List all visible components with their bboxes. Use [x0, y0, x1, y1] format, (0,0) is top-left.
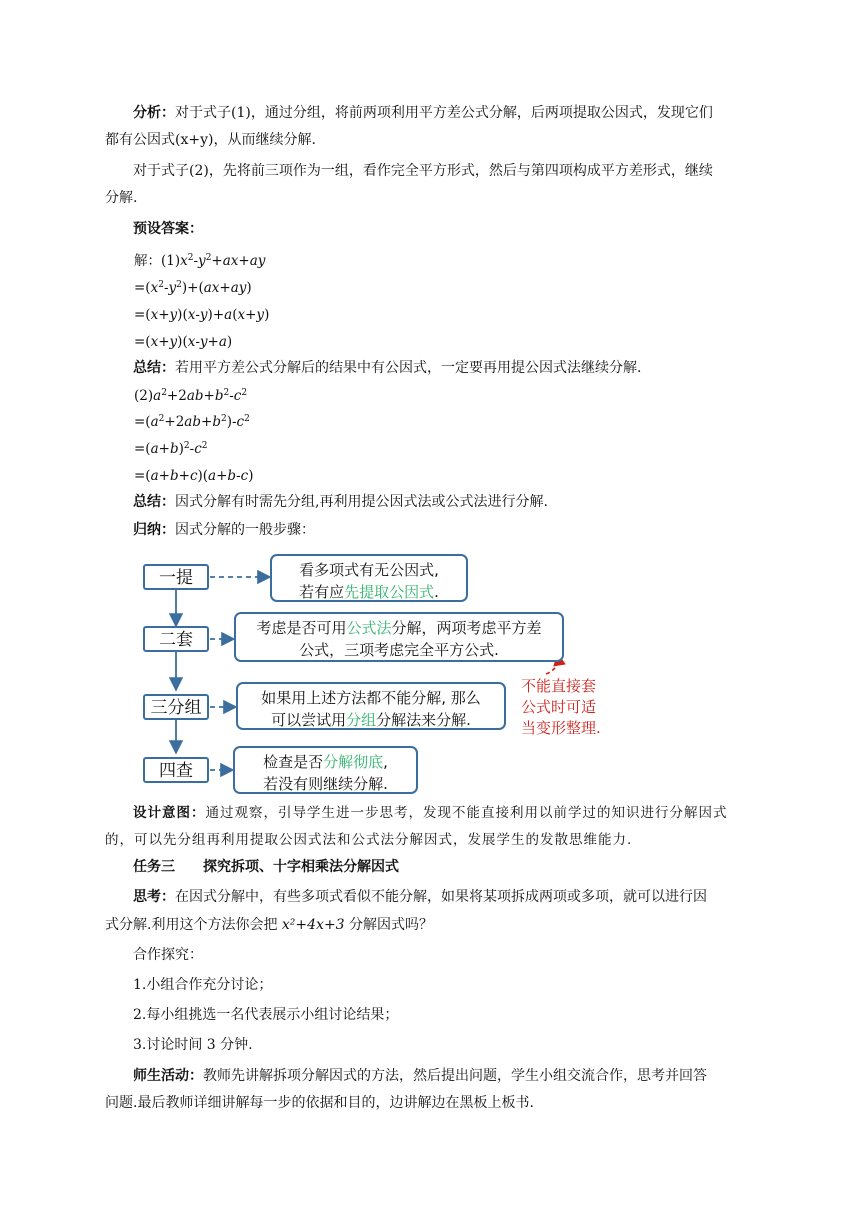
think-paragraph	[105, 884, 760, 911]
step-desc-2-line-a	[242, 617, 556, 639]
solution1-line-1: 解：$(1)x^2-y^2+ax+ay$	[134, 253, 266, 269]
induction-label: 归纳：	[133, 522, 175, 538]
solution2-line-3: $=(a+b)^2-c^2$	[134, 441, 208, 457]
activity-text-a: 教师先讲解拆项分解因式的方法，然后提出问题，学生小组交流合作，思考并回答	[203, 1068, 707, 1084]
step-desc-1	[270, 554, 468, 602]
factorization-flowchart	[128, 548, 628, 798]
coop-item-1: 1.小组合作充分讨论；	[133, 977, 273, 993]
step-desc-2-line-b: 公式，三项考虑完全平方公式.	[299, 641, 499, 659]
think-expression: x²+4x+3	[281, 917, 345, 933]
intent-label: 设计意图：	[133, 805, 206, 821]
solution1-line-2: $=(x^2-y^2)+(ax+ay)$	[134, 280, 252, 296]
analysis-paragraph	[105, 100, 760, 127]
coop-item-3: 3.讨论时间 3 分钟.	[133, 1037, 253, 1053]
step-desc-1-post: .	[434, 583, 439, 601]
activity-paragraph	[105, 1063, 760, 1090]
step-desc-3-line-b	[244, 709, 498, 731]
task3-title: 探究拆项、十字相乘法分解因式	[203, 859, 399, 875]
analysis-text-2a: 对于式子(2)，先将前三项作为一组，看作完全平方形式，然后与第四项构成平方差形式，继续	[133, 163, 713, 179]
step-box-2: 二套	[143, 626, 209, 652]
task3-label: 任务三	[133, 859, 175, 875]
think-text-b-post: 分解因式吗？	[344, 917, 434, 933]
coop-title: 合作探究：	[133, 947, 203, 963]
note-line-2: 公式时可适	[521, 698, 597, 716]
step-desc-2	[234, 612, 564, 662]
summary2-label: 总结：	[133, 494, 175, 510]
think-text-b-pre: 式分解.利用这个方法你会把	[105, 917, 282, 933]
step-desc-2-pre: 考虑是否可用	[256, 619, 347, 637]
note-line-3: 当变形整理.	[521, 719, 601, 737]
solution1-line-4: =(x+y)(x-y+a)	[134, 334, 233, 350]
step-desc-4-line-b: 若没有则继续分解.	[263, 775, 388, 793]
summary2	[105, 489, 760, 516]
step-desc-1-pre: 若有应	[299, 583, 345, 601]
analysis-text-2b: 分解.	[105, 190, 138, 206]
step-desc-1-highlight: 先提取公因式	[344, 583, 435, 601]
step-desc-1-line-b	[278, 581, 460, 603]
induction	[105, 517, 760, 544]
answer-label: 预设答案：	[133, 221, 203, 237]
step-desc-3-post: 分解法来分解.	[376, 711, 471, 729]
intent-paragraph	[105, 800, 760, 827]
intent-text-a: 通过观察，引导学生进一步思考，发现不能直接利用以前学过的知识进行分解因式	[205, 805, 728, 821]
step-desc-4-pre: 检查是否	[263, 753, 324, 771]
step-desc-4-highlight: 分解彻底	[323, 753, 384, 771]
analysis-text-1a: 对于式子(1)，通过分组，将前两项利用平方差公式分解，后两项提取公因式，发现它们	[175, 105, 713, 121]
analysis-text-1b: 都有公因式(x+y)，从而继续分解.	[105, 132, 316, 148]
solution1-line-3: =(x+y)(x-y)+a(x+y)	[134, 307, 270, 323]
flowchart-note	[521, 676, 601, 739]
think-text-a: 在因式分解中，有些多项式看似不能分解，如果将某项拆成两项或多项，就可以进行因	[175, 889, 707, 905]
analysis-label: 分析：	[133, 105, 175, 121]
step-desc-2-highlight: 公式法	[346, 619, 392, 637]
solution2-line-1: $(2)a^2+2ab+b^2-c^2$	[134, 388, 248, 404]
summary2-text: 因式分解有时需先分组,再利用提公因式法或公式法进行分解.	[175, 494, 548, 510]
step-box-3: 三分组	[143, 694, 209, 720]
solution2-line-4: =(a+b+c)(a+b-c)	[134, 468, 254, 484]
step-desc-3-highlight: 分组	[346, 711, 377, 729]
induction-text: 因式分解的一般步骤：	[175, 522, 315, 538]
step-desc-4-line-a	[241, 751, 410, 773]
step-desc-3	[236, 682, 506, 730]
step-desc-1-line-a: 看多项式有无公因式,	[299, 561, 439, 579]
think-text-b	[105, 912, 760, 939]
summary1-text: 若用平方差公式分解后的结果中有公因式，一定要再用提公因式法继续分解.	[175, 360, 642, 376]
coop-item-2: 2.每小组挑选一名代表展示小组讨论结果；	[133, 1007, 399, 1023]
step-desc-4	[233, 746, 418, 794]
step-desc-3-line-a: 如果用上述方法都不能分解, 那么	[261, 689, 481, 707]
step-desc-3-pre: 可以尝试用	[271, 711, 347, 729]
solution2-line-2: $=(a^2+2ab+b^2)-c^2$	[134, 414, 250, 430]
step-box-4: 四查	[143, 757, 209, 783]
summary1-label: 总结：	[133, 360, 175, 376]
task3-heading	[105, 854, 760, 881]
step-desc-2-post: 分解，两项考虑平方差	[391, 619, 542, 637]
summary1	[105, 355, 760, 382]
intent-text-b: 的，可以先分组再利用提取公因式法和公式法分解因式，发展学生的发散思维能力.	[105, 832, 633, 848]
note-line-1: 不能直接套	[521, 677, 597, 695]
activity-text-b: 问题.最后教师详细讲解每一步的依据和目的，边讲解边在黑板上板书.	[105, 1095, 534, 1111]
step-box-1: 一提	[143, 564, 209, 590]
think-label: 思考：	[133, 889, 175, 905]
step-desc-4-post: ,	[383, 753, 388, 771]
activity-label: 师生活动：	[133, 1068, 203, 1084]
